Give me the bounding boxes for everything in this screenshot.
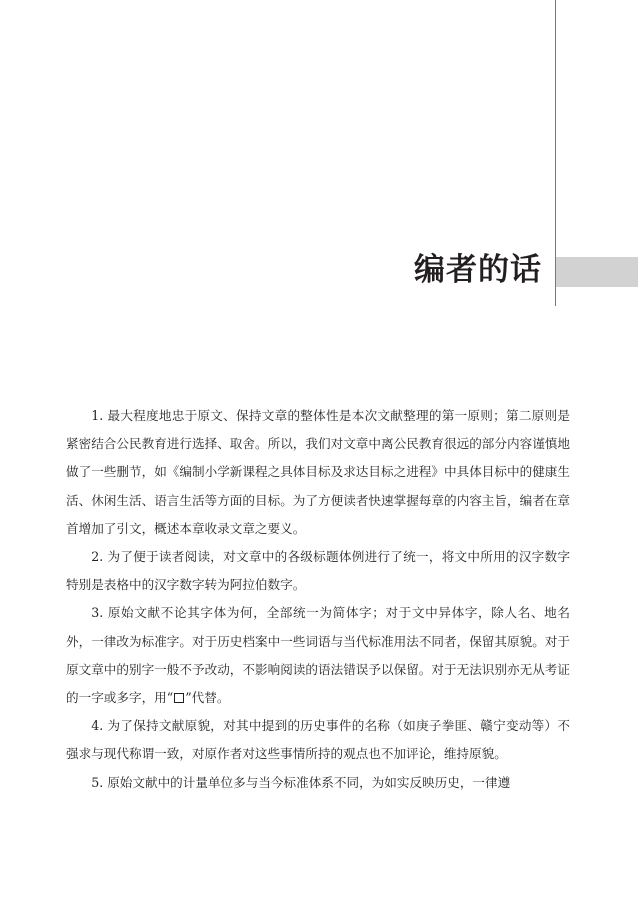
paragraph-3	[66, 599, 570, 712]
missing-character-box-icon	[174, 693, 184, 703]
paragraph-5: 5. 原始文献中的计量单位多与当今标准体系不同，为如实反映历史，一律遵	[91, 774, 511, 790]
page-title: 编者的话	[414, 252, 542, 288]
chapter-tab-bar	[556, 257, 638, 287]
paragraph-4: 4. 为了保持文献原貌，对其中提到的历史事件的名称（如庚子拳匪、赣宁变动等）不强求与现代称谓一致，对原作者对这些事情所持的观点也不加评论，维持原貌。	[66, 718, 570, 762]
paragraph-2: 2. 为了便于读者阅读，对文章中的各级标题体例进行了统一，将文中所用的汉字数字特别是表格中的汉字数字转为阿拉伯数字。	[66, 549, 570, 593]
body-text	[66, 402, 570, 797]
paragraph-1: 1. 最大程度地忠于原文、保持文章的整体性是本次文献整理的第一原则；第二原则是紧密结合公民教育进行选择、取舍。所以，我们对文章中离公民教育很远的部分内容谨慎地做了一些删节，如《编制小学新课程之具体目标及求达目标之进程》中具体目标中的健康生活、休闲生活、语言生活等方面的目标。为了方便读者快速掌握每章的内容主旨，编者在章首增加了引文，概述本章收录文章之要义。	[66, 408, 570, 536]
paragraph-3-tail: ”代替。	[185, 690, 230, 706]
paragraph-3-text: 3. 原始文献不论其字体为何，全部统一为简体字；对于文中异体字，除人名、地名外，一律改为标准字。对于历史档案中一些词语与当代标准用法不同者，保留其原貌。对于原文章中的别字一般不予改动，不影响阅读的语法错误予以保留。对于无法识别亦无从考证的一字或多字，用“	[66, 605, 570, 706]
